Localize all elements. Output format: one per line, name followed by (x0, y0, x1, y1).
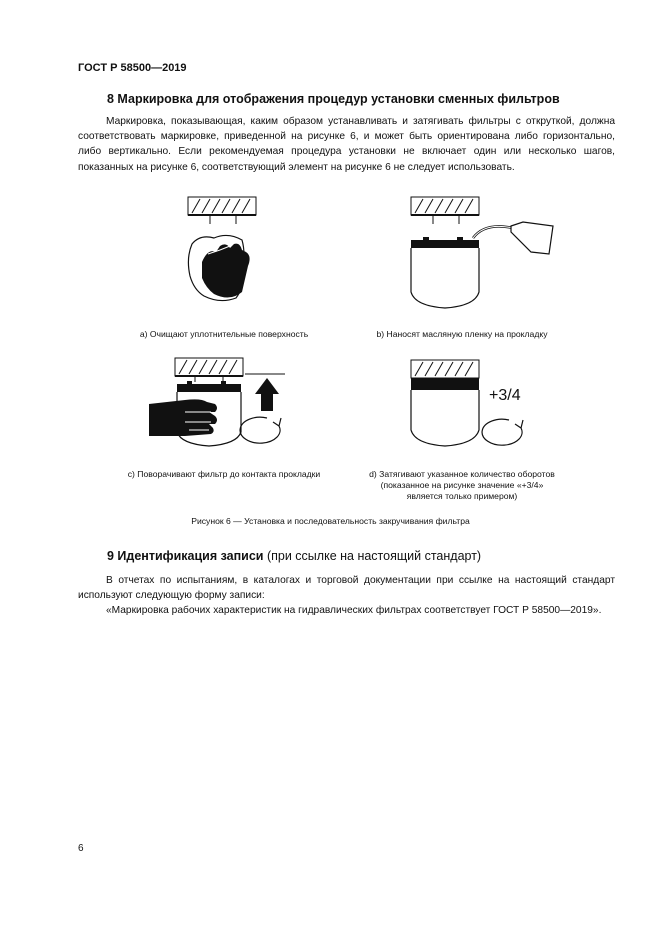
section-9-heading-bold: 9 Идентификация записи (107, 549, 264, 563)
up-arrow-icon (245, 374, 285, 411)
caption-d (348, 469, 576, 502)
caption-d-line3: является только примером) (406, 491, 518, 501)
filter-canister-b (411, 237, 479, 308)
section-9-heading-rest: (при ссылке на настоящий стандарт) (263, 549, 482, 563)
filter-canister-d (411, 378, 479, 446)
figure-title: Рисунок 6 — Установка и последовательность закручивания фильтра (191, 516, 470, 526)
cleaning-hand-icon (188, 235, 249, 300)
gripping-hand-icon (149, 399, 217, 436)
section-9-text-1: В отчетах по испытаниям, в каталогах и торговой документации при ссылке на настоящий стандарт используют следующую форму записи: (78, 575, 615, 602)
oil-can-icon (473, 222, 553, 254)
section-9-paragraph-2 (78, 603, 615, 618)
section-8-paragraph (78, 114, 615, 175)
figure-d-tightening (405, 358, 565, 458)
caption-a: a) Очищают уплотнительные поверхность (139, 329, 309, 339)
section-9-text-2: «Маркировка рабочих характеристик на гидравлических фильтрах соответствует ГОСТ Р 58500—2019». (106, 605, 602, 616)
rotation-arrow-icon (240, 417, 281, 443)
caption-d-line2: (показанное на рисунке значение «+3/4» (380, 480, 544, 490)
document-header: ГОСТ Р 58500—2019 (78, 62, 187, 74)
figure-a-cleaning (180, 192, 270, 312)
page-number: 6 (78, 843, 84, 854)
section-9-paragraph-1 (78, 573, 615, 603)
section-8-text: Маркировка, показывающая, каким образом устанавливать и затягивать фильтры с откруткой, должна соответствовать маркировке, приведенной на рисунке 6, и может быть ориентирована либо горизонтально, либо вертикально. Если рекомендуемая процедура установки не включает один или несколько шагов, показанных на рисунке 6, соответствующий элемент на рисунке 6 не следует использовать. (78, 116, 615, 173)
caption-b: b) Наносят масляную пленку на прокладку (376, 329, 548, 339)
figure-c-turning (145, 356, 305, 456)
figure-b-oiling (405, 192, 565, 312)
turns-label: +3/4 (489, 387, 521, 404)
caption-d-line1: d) Затягивают указанное количество оборотов (369, 469, 555, 479)
section-8-heading: 8 Маркировка для отображения процедур установки сменных фильтров (107, 92, 560, 106)
section-9-heading (107, 549, 481, 563)
caption-c: c) Поворачивают фильтр до контакта прокладки (127, 469, 321, 479)
rotation-arrow-icon (482, 419, 523, 445)
